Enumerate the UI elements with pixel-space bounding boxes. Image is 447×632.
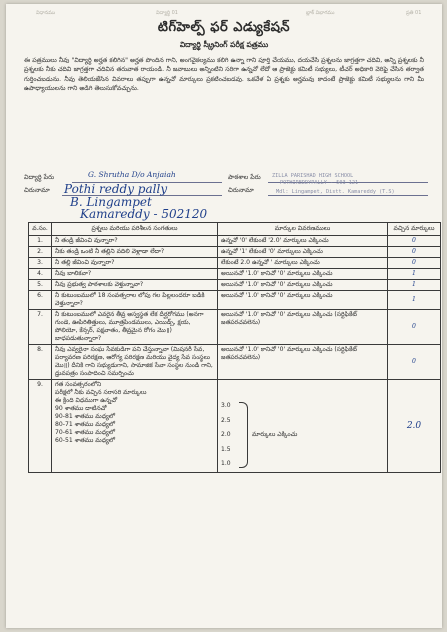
grade-scale-2: 2.5 [221, 416, 231, 424]
table-row [29, 236, 441, 247]
school-stamp [272, 173, 395, 196]
grade-range-3: 80-71 శాతము మధ్యలో [55, 421, 116, 428]
student-name-label: విద్యార్థి పేరు [24, 174, 55, 181]
row-question: నీ తండ్రి జీవించి వున్నారా? [52, 236, 218, 247]
faint-header-mid: విద్యార్థి 01 [156, 10, 178, 16]
row-score[interactable]: 0 [388, 345, 441, 380]
grade-range-2: 90-81 శాతము మధ్యలో [55, 413, 116, 420]
student-address-label: చిరునామా [24, 187, 50, 194]
row-marks-rule: అయినచో '1.0' కానిచో '0' మార్కులు ఎక్కించు (సర్టిఫికేట్ జతపరచవలెను) [218, 345, 388, 380]
row-score[interactable]: 0 [388, 310, 441, 345]
table-row [29, 280, 441, 291]
form-subtitle: విద్యార్థి స్క్రీనింగ్ పరీక్ష పత్రము [179, 40, 269, 49]
instructions-paragraph: ఈ పత్రములు నీవు "విద్యార్థి అర్హత కలిగిన" అర్హత పొందిన గాని, అంగవైకల్యము కలిగి ఉన్నా గాని పూర్తి చేయము, దయచేసి ప్రశ్నలను జాగ్రత్తగా చదివి, అన్ని ప్రశ్నలకు నీ ప్రశ్నలకు నీకు చదివి జాగ్రత్తగా చదివిన తరువాత రాయండి. నీ జవాబులు అన్నింటిని సరిగా ఉన్నవో లేదో ఆ ప్రాజెక్టు కమిటీ సభ్యులు, టీచర్ అధికారి వెరిఫై చేసిన తర్వాత గుర్తించబడును. నీవు తెలియజేసిన వివరాలు తప్పుగా ఉన్నచో మార్కులు ప్రకటించబడవు. ఒకవేళ ఏ ప్రశ్నకు అర్హమవు కాదంటే ప్రాజెక్టు కమిటీ సభ్యులను గాని మీ ఉపాధ్యాయులను గాని అడిగి తెలుసుకోవచ్చును. [24, 57, 424, 93]
table-row [29, 310, 441, 345]
row-score[interactable]: 1 [388, 269, 441, 280]
faint-header-right: బ్లాక్ విభాగము [306, 10, 335, 16]
school-stamp-line-1: ZILLA PARISHAD HIGH SCHOOL [272, 173, 354, 179]
row-number: 9. [29, 380, 52, 473]
row-number: 2. [29, 247, 52, 258]
form-title: టిగ్‌హెల్ప్ ఫర్ ఎడ్యుకేషన్ [157, 20, 291, 35]
grade-brace [239, 402, 248, 468]
row-number: 5. [29, 280, 52, 291]
grade-scale-3: 2.0 [221, 431, 231, 438]
student-address-line-1[interactable]: Pothi reddy pally [64, 182, 168, 196]
grade-intro-line-1: గత సంవత్సరంలోని [55, 381, 102, 388]
row-question: నీకు తండ్రి ఒంటి నీ తల్లిని వదిలి వెళ్లాడా లేదా? [52, 247, 218, 258]
school-address-label: చిరునామా [228, 187, 254, 194]
grade-scale-4: 1.5 [221, 445, 231, 453]
grade-score[interactable]: 2.0 [388, 380, 441, 473]
row-number: 1. [29, 236, 52, 247]
school-stamp-line-2: POTHIREDDYPALLY - 503 121 [280, 180, 359, 186]
grade-range-5: 60-51 శాతము మధ్యలో [55, 437, 116, 444]
row-number: 8. [29, 345, 52, 380]
row-score[interactable]: 0 [388, 236, 441, 247]
faint-header-corner: ప్రతి 01 [406, 10, 422, 16]
table-row [29, 258, 441, 269]
row-question: నీ కుటుంబములో ఎవరైన తీవ్ర అస్వస్థత లేక దీర్ఘరోగము (అనగా గుండె, ఊపిరితిత్తులు, మూత్రపిండములు, ఎయిడ్స్, క్షయ, పోలియో, కేన్సర్, పక్షవాతం, తీవ్రమైన రోగం మొ॥) బాధపడుతున్నారా? [52, 310, 218, 345]
grade-marks-text: మార్కులు ఎక్కించు [252, 431, 298, 438]
table-row [29, 269, 441, 280]
student-address-line-2[interactable]: B. Lingampet [70, 195, 152, 209]
table-row [29, 345, 441, 380]
row-score[interactable]: 0 [388, 247, 441, 258]
row-marks-rule: లేకుంటే 2.0 ఉన్నచో ' మార్కులు ఎక్కించు [218, 258, 388, 269]
grade-marks-rule [218, 380, 388, 473]
table-row [29, 247, 441, 258]
row-score[interactable]: 1 [388, 280, 441, 291]
row-question: నీ తల్లి జీవించి వున్నారా? [52, 258, 218, 269]
table-row [29, 291, 441, 310]
grade-range-4: 70-61 శాతము మధ్యలో [55, 429, 116, 436]
grade-question [52, 380, 218, 473]
grade-intro-line-2: పరీక్షలో నీకు వచ్చిన సరాసరి మార్కులు [55, 389, 147, 396]
row-marks-rule: ఉన్నచో '0' లేకుంటే '2.0' మార్కులు ఎక్కించు [218, 236, 388, 247]
row-marks-rule: అయినచో '1.0' కానిచో '0' మార్కులు ఎక్కించు [218, 291, 388, 310]
col-header-serial: వ.సం. [29, 223, 52, 236]
school-stamp-line-3: Mdl: Lingampet, Distt. Kamareddy (T.S) [276, 189, 395, 195]
row-marks-rule: అయినచో '1.0' కానిచో '0' మార్కులు ఎక్కించు [218, 269, 388, 280]
row-question: నీవు బాలికవా? [52, 269, 218, 280]
grade-scale-5: 1.0 [221, 460, 231, 467]
student-name-value[interactable]: G. Shrutha D/o Anjaiah [88, 170, 176, 179]
row-score[interactable]: 1 [388, 291, 441, 310]
faint-header-left: విధానము [36, 10, 56, 16]
table-header-row [29, 223, 441, 236]
grade-intro-line-3: ఈ క్రింది విధముగా ఉన్నచో [55, 397, 118, 404]
grade-row [29, 380, 441, 473]
row-number: 6. [29, 291, 52, 310]
grade-scale [221, 402, 239, 468]
screening-form-page [6, 4, 442, 628]
col-header-marks-obtained: వచ్చిన మార్కులు [388, 223, 441, 236]
school-name-label: పాఠశాల పేరు [228, 174, 261, 181]
row-marks-rule: అయినచో '1.0' కానిచో '0' మార్కులు ఎక్కించు (సర్టిఫికేట్ జతపరచవలెను) [218, 310, 388, 345]
grade-range-1: 90 శాతము దాటినచో [55, 405, 107, 412]
row-question: నీ కుటుంబములో 18 సంవత్సరాల లోపు గల పిల్లలందరూ బడికి వెళ్తున్నారా? [52, 291, 218, 310]
grade-scale-1: 3.0 [221, 402, 231, 409]
row-question: నీవు ప్రభుత్వ పాఠశాలకు వెళ్తున్నావా? [52, 280, 218, 291]
row-marks-rule: అయినచో '1.0' కానిచో '0' మార్కులు ఎక్కించు [218, 280, 388, 291]
row-number: 3. [29, 258, 52, 269]
row-number: 4. [29, 269, 52, 280]
row-marks-rule: ఉన్నచో '1' లేకుంటే '0' మార్కులు ఎక్కించు [218, 247, 388, 258]
screening-table [28, 222, 441, 473]
row-number: 7. [29, 310, 52, 345]
row-score[interactable]: 0 [388, 258, 441, 269]
student-address-line-3[interactable]: Kamareddy - 502120 [80, 207, 208, 221]
col-header-marks-desc: మార్కుల వివరణములు [218, 223, 388, 236]
row-question: నీవు ఎవ్వరైనా సంఘ సేవకుడిగా పని చేస్తున్నావా (మిషనరీ సేవ, పర్యావరణ పరిరక్షణ, ఆరోగ్య పరిరక్షణ మరియు వైద్య సేవ సంస్థలు మొ॥) దీనికి గాని సభ్యుడుగాని, సామాజిక సేవా సంస్థల నుండి గాని, ధ్రువపత్రం సంపాదించి సమర్పించు [52, 345, 218, 380]
col-header-question: ప్రశ్నలు మరియు పరిశీలన సంగతులు [52, 223, 218, 236]
